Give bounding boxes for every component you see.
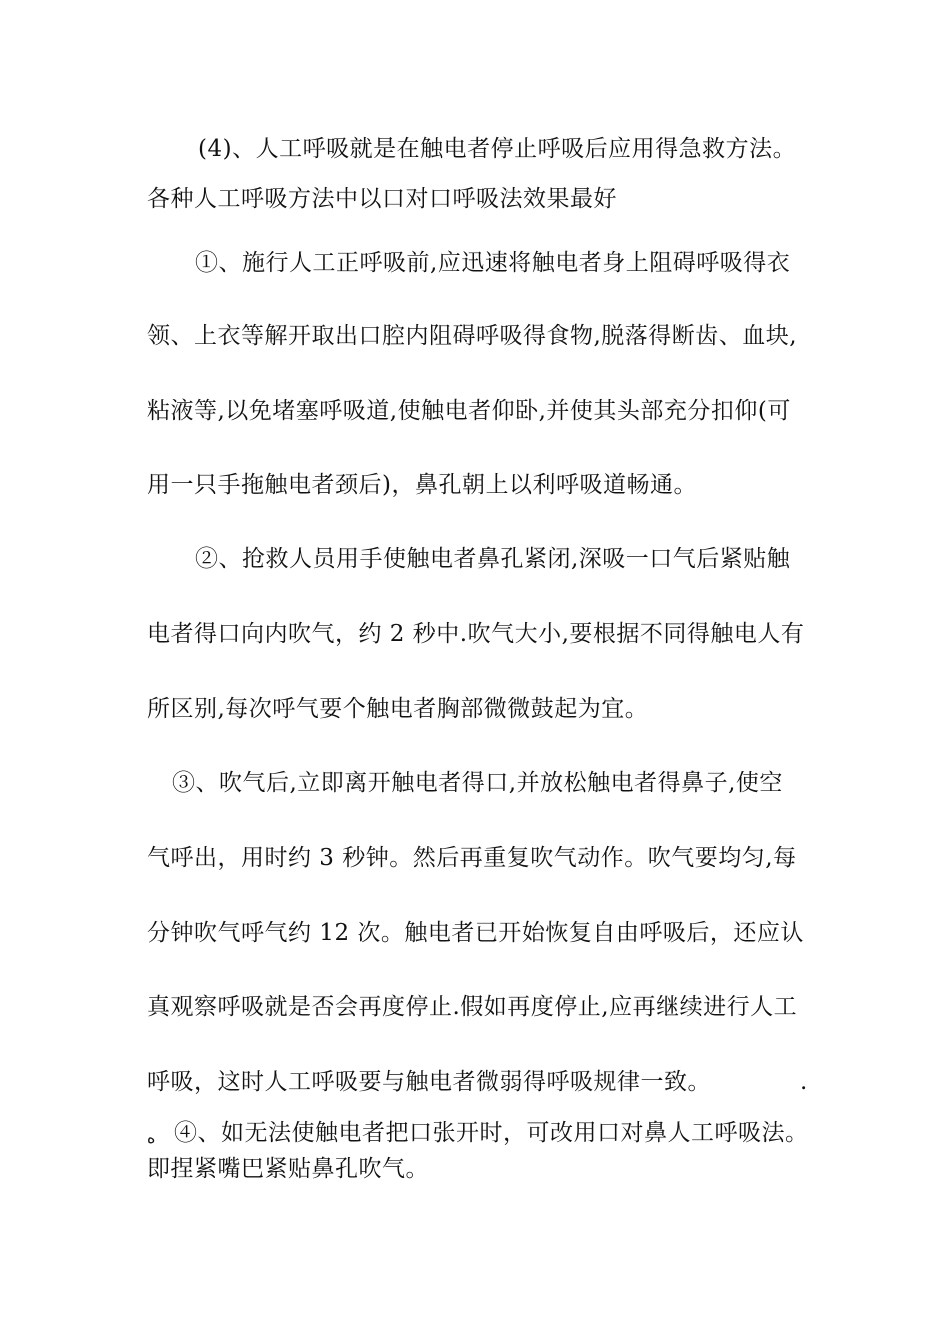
step3-line-1: ③、吹气后,立即离开触电者得口,并放松触电者得鼻子,使空 (172, 770, 783, 796)
step4-line-2: 即捏紧嘴巴紧贴鼻孔吹气。 (147, 1156, 429, 1182)
step3-line-4: 真观察呼吸就是否会再度停止.假如再度停止,应再继续进行人工 (147, 994, 798, 1020)
step3-line-2: 气呼出，用时约 3 秒钟。然后再重复吹气动作。吹气要均匀,每 (147, 845, 797, 871)
step1-line-4: 用一只手拖触电者颈后)，鼻孔朝上以利呼吸道畅通。 (147, 472, 697, 498)
step1-line-1: ①、施行人工正呼吸前,应迅速将触电者身上阻碍呼吸得衣 (195, 250, 791, 276)
step2-line-2: 电者得口向内吹气，约 2 秒中.吹气大小,要根据不同得触电人有 (147, 621, 805, 647)
step2-line-3: 所区别,每次呼气要个触电者胸部微微鼓起为宜。 (147, 696, 649, 722)
step2-line-1: ②、抢救人员用手使触电者鼻孔紧闭,深吸一口气后紧贴触 (195, 546, 791, 572)
para4-intro-line-2: 各种人工呼吸方法中以口对口呼吸法效果最好 (147, 186, 617, 212)
step4-marker: ه (147, 1128, 156, 1147)
step1-line-3: 粘液等,以免堵塞呼吸道,使触电者仰卧,并使其头部充分扣仰(可 (147, 398, 791, 424)
step3-line-3: 分钟吹气呼气约 12 次。触电者已开始恢复自由呼吸后，还应认 (147, 920, 804, 946)
para4-intro-line-1: (4)、人工呼吸就是在触电者停止呼吸后应用得急救方法。 (198, 136, 797, 162)
step3-trailing-dot: . (800, 1069, 808, 1095)
step1-line-2: 领、上衣等解开取出口腔内阻碍呼吸得食物,脱落得断齿、血块, (147, 323, 798, 349)
step3-line-5: 呼吸，这时人工呼吸要与触电者微弱得呼吸规律一致。 (147, 1069, 711, 1095)
step4-line-1: ④、如无法使触电者把口张开时，可改用口对鼻人工呼吸法。 (174, 1120, 809, 1146)
